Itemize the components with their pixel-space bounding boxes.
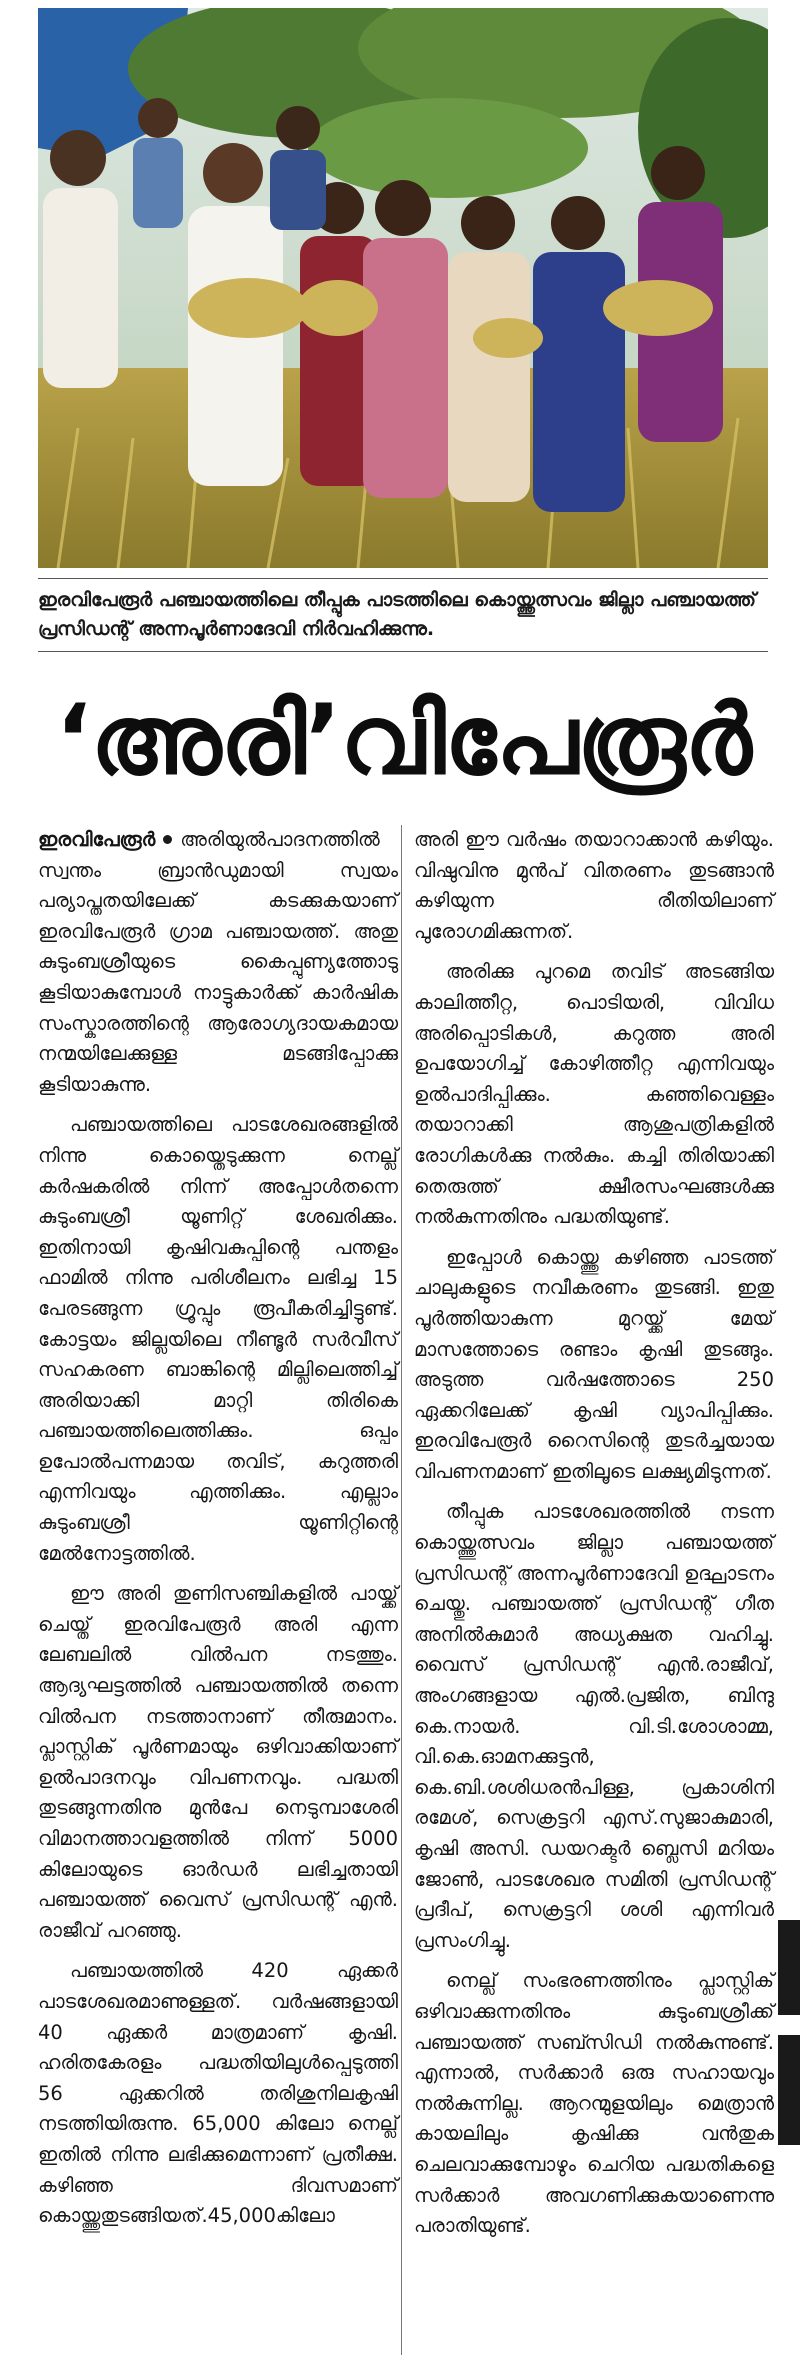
dateline: ഇരവിപേരൂർ (38, 828, 156, 851)
paragraph: അരിക്കു പുറമെ തവിട് അടങ്ങിയ കാലിത്തീറ്റ, പൊടിയരി, വിവിധ അരിപ്പൊടികൾ, കറുത്ത അരി ഉപയോഗിച്ച് കോഴിത്തീറ്റ എന്നിവയും ഉൽപാദിപ്പിക്കും. കഞ്ഞിവെള്ളം തയാറാക്കി ആശുപത്രികളിൽ രോഗികൾക്കു നൽകും. കച്ചി തിരിയാക്കി തെരുത്ത് ക്ഷീരസംഘങ്ങൾക്കു നൽകുന്നതിനും പദ്ധതിയുണ്ട്. (414, 960, 774, 1229)
photo-bottom-rule (38, 578, 768, 579)
adjacent-column-fragment (778, 1920, 800, 2015)
caption-bottom-rule (38, 651, 768, 652)
paragraph: തീപ്പുക പാടശേഖരത്തിൽ നടന്ന കൊയ്ത്തുത്സവം ജില്ലാ പഞ്ചായത്ത് പ്രസിഡന്റ് അന്നപൂർണാദേവി ഉദ്ഘാടനം ചെയ്തു. പഞ്ചായത്ത് പ്രസിഡന്റ് ഗീത അനിൽകുമാർ അധ്യക്ഷത വഹിച്ചു. വൈസ് പ്രസിഡന്റ് എൻ.രാജീവ്, അംഗങ്ങളായ എൽ.പ്രജിത, ബിന്ദു കെ.നായർ. വി.ടി.ശോശാമ്മ, വി.കെ.ഓമനക്കുട്ടൻ, കെ.ബി.ശശിധരൻപിള്ള, പ്രകാശിനി രമേശ്, സെക്രട്ടറി എസ്.സുജാകുമാരി, കൃഷി അസി. ഡയറക്ടർ ബ്ലെസി മറിയം ജോൺ, പാടശേഖര സമിതി പ്രസിഡന്റ് പ്രദീപ്, സെക്രട്ടറി ശശി എന്നിവർ പ്രസംഗിച്ചു. (414, 1500, 774, 1952)
photo-caption: ഇരവിപേരൂർ പഞ്ചായത്തിലെ തീപ്പുക പാടത്തിലെ കൊയ്ത്തുത്സവം ജില്ലാ പഞ്ചായത്ത് പ്രസിഡന്റ് അന്നപൂർണാദേവി നിർവഹിക്കുന്നു. (38, 589, 757, 640)
paragraph: പഞ്ചായത്തിലെ പാടശേഖരങ്ങളിൽ നിന്നു കൊയ്തെടുക്കുന്ന നെല്ല് കർഷകരിൽ നിന്ന് അപ്പോൾതന്നെ കുടുംബശ്രീ യൂണിറ്റ് ശേഖരിക്കും. ഇതിനായി കൃഷിവകുപ്പിന്റെ പന്തളം ഫാമിൽ നിന്നു പരിശീലനം ലഭിച്ച 15 പേരടങ്ങുന്ന ഗ്രൂപ്പും രൂപീകരിച്ചിട്ടുണ്ട്. കോട്ടയം ജില്ലയിലെ നീണ്ടൂർ സർവീസ് സഹകരണ ബാങ്കിന്റെ മില്ലിലെത്തിച്ച് അരിയാക്കി മാറ്റി തിരികെ പഞ്ചായത്തിലെത്തിക്കും. ഒപ്പം ഉപോൽപന്നമായ തവിട്, കറുത്തരി എന്നിവയും എത്തിക്കും. എല്ലാം കുടുംബശ്രീ യൂണിറ്റിന്റെ മേൽനോട്ടത്തിൽ. (38, 1113, 398, 1565)
dateline-bullet-icon (163, 835, 172, 844)
paragraph: നെല്ല് സംഭരണത്തിനും പ്ലാസ്റ്റിക് ഒഴിവാക്കുന്നതിനും കുടുംബശ്രീക്ക് പഞ്ചായത്ത് സബ്സിഡി നൽകുന്നുണ്ട്. എന്നാൽ, സർക്കാർ ഒരു സഹായവും നൽകുന്നില്ല. ആറന്മുളയിലും മെത്രാൻ കായലിലും കൃഷിക്കു വൻതുക ചെലവാക്കുമ്പോഴും ചെറിയ പദ്ധതികളെ സർക്കാർ അവഗണിക്കുകയാണെന്നു പരാതിയുണ്ട്. (414, 1969, 774, 2238)
adjacent-column-fragment (778, 2035, 800, 2145)
paragraph: ഈ അരി തുണിസഞ്ചികളിൽ പായ്ക്ക് ചെയ്ത് ഇരവിപേരൂർ അരി എന്ന ലേബലിൽ വിൽപന നടത്തും. ആദ്യഘട്ടത്തിൽ പഞ്ചായത്തിൽ തന്നെ വിൽപന നടത്താനാണ് തീരുമാനം. പ്ലാസ്റ്റിക് പൂർണമായും ഒഴിവാക്കിയാണ് ഉൽപാദനവും വിപണനവും. പദ്ധതി തുടങ്ങുന്നതിനു മുൻപേ നെടുമ്പാശേരി വിമാനത്താവളത്തിൽ നിന്ന് 5000 കിലോയുടെ ഓർഡർ ലഭിച്ചതായി പഞ്ചായത്ത് വൈസ് പ്രസിഡന്റ് എൻ. രാജീവ് പറഞ്ഞു. (38, 1582, 398, 1942)
headline: ‘അരി’വിപേരൂർ (55, 684, 751, 796)
paragraph: ഇപ്പോൾ കൊയ്ത്തു കഴിഞ്ഞ പാടത്ത് ചാലുകളുടെ നവീകരണം തുടങ്ങി. ഇതു പൂർത്തിയാകുന്ന മുറയ്ക്ക് മേയ് മാസത്തോടെ രണ്ടാം കൃഷി തുടങ്ങും. അടുത്ത വർഷത്തോടെ 250 ഏക്കറിലേക്ക് കൃഷി വ്യാപിപ്പിക്കും. ഇരവിപേരൂർ റൈസിന്റെ തുടർച്ചയായ വിപണനമാണ് ഇതിലൂടെ ലക്ഷ്യമിടുന്നത്. (414, 1245, 774, 1483)
harvest-photo (38, 8, 768, 568)
paragraph: പഞ്ചായത്തിൽ 420 ഏക്കർ പാടശേഖരമാണുള്ളത്. വർഷങ്ങളായി 40 ഏക്കർ മാത്രമാണ് കൃഷി. ഹരിതകേരളം പദ്ധതിയിലുൾപ്പെടുത്തി 56 ഏക്കറിൽ തരിശുനിലകൃഷി നടത്തിയിരുന്നു. 65,000 കിലോ നെല്ല് ഇതിൽ നിന്നു ലഭിക്കുമെന്നാണ് പ്രതീക്ഷ. കഴിഞ്ഞ ദിവസമാണ് കൊയ്ത്തുതുടങ്ങിയത്.45,000കിലോ (38, 1959, 398, 2228)
paragraph: അരി ഈ വർഷം തയാറാക്കാൻ കഴിയും. വിഷുവിനു മുൻപ് വിതരണം തുടങ്ങാൻ കഴിയുന്ന രീതിയിലാണ് പുരോഗമിക്കുന്നത്. (414, 828, 774, 943)
paragraph (38, 825, 398, 1100)
article-left-column (38, 825, 398, 2242)
column-divider (401, 825, 402, 2355)
paragraph-text: അരിയുൽപാദനത്തിൽ സ്വന്തം ബ്രാൻഡുമായി സ്വയം പര്യാപ്തതയിലേക്ക് കടക്കുകയാണ് ഇരവിപേരൂർ ഗ്രാമ പഞ്ചായത്ത്. അതു കുടുംബശ്രീയുടെ കൈപ്പുണ്യത്തോടു കൂടിയാകുമ്പോൾ നാട്ടുകാർക്ക് കാർഷിക സംസ്കാരത്തിന്റെ ആരോഗ്യദായകമായ നന്മയിലേക്കുള്ള മടങ്ങിപ്പോക്കു കൂടിയാകുന്നു. (38, 828, 398, 1096)
article-right-column (414, 825, 774, 2252)
harvest-photo-illustration (38, 8, 768, 568)
